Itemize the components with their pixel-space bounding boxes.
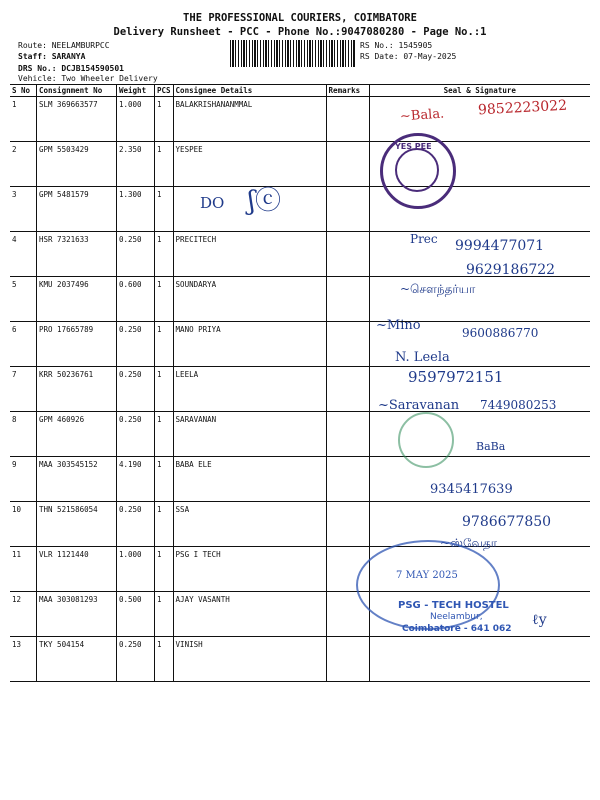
cell-weight: 2.350	[117, 142, 155, 187]
signature-row8: ~Saravanan	[378, 398, 460, 413]
psg-hostel-stamp-line3: Coimbatore - 641 062	[402, 624, 512, 634]
barcode	[230, 40, 355, 67]
cell-sno: 11	[10, 547, 37, 592]
table-row	[10, 142, 590, 187]
cell-sno: 3	[10, 187, 37, 232]
handwritten-phone-row5: 9629186722	[466, 262, 556, 278]
cell-consignment: TKY 504154	[37, 637, 117, 682]
signature-row11: ~ஸ்வேதா	[440, 536, 498, 550]
cell-remarks	[326, 187, 369, 232]
handwritten-note-row3: DO	[200, 194, 225, 212]
cell-remarks	[326, 97, 369, 142]
cell-signature	[369, 637, 590, 682]
cell-weight: 0.250	[117, 232, 155, 277]
cell-weight: 1.000	[117, 547, 155, 592]
table-row	[10, 277, 590, 322]
cell-remarks	[326, 367, 369, 412]
col-consignment: Consignment No	[37, 85, 117, 97]
cell-weight: 0.250	[117, 322, 155, 367]
cell-sno: 1	[10, 97, 37, 142]
cell-consignee: SOUNDARYA	[173, 277, 326, 322]
cell-remarks	[326, 637, 369, 682]
cell-pcs: 1	[155, 457, 174, 502]
cell-consignment: GPM 5503429	[37, 142, 117, 187]
cell-weight: 0.250	[117, 502, 155, 547]
staff-label: Staff: SARANYA	[18, 52, 86, 61]
date-stamp: 7 MAY 2025	[396, 570, 458, 581]
cell-consignee: PRECITECH	[173, 232, 326, 277]
table-header-row	[10, 85, 590, 97]
rs-date: RS Date: 07-May-2025	[360, 52, 457, 61]
cell-consignee: BABA ELE	[173, 457, 326, 502]
cell-remarks	[326, 142, 369, 187]
handwritten-name-row7: N. Leela	[395, 350, 450, 365]
cell-consignee: LEELA	[173, 367, 326, 412]
cell-sno: 6	[10, 322, 37, 367]
handwritten-phone-row8: 7449080253	[480, 398, 557, 412]
yespee-stamp-inner	[395, 148, 439, 192]
cell-consignee: SSA	[173, 502, 326, 547]
handwritten-phone-row7: 9597972151	[408, 368, 504, 386]
cell-sno: 8	[10, 412, 37, 457]
cell-consignment: SLM 369663577	[37, 97, 117, 142]
cell-weight: 0.500	[117, 592, 155, 637]
cell-pcs: 1	[155, 187, 174, 232]
cell-weight: 0.250	[117, 412, 155, 457]
cell-weight: 0.600	[117, 277, 155, 322]
cell-sno: 12	[10, 592, 37, 637]
cell-consignee: AJAY VASANTH	[173, 592, 326, 637]
psg-hostel-stamp-line1: PSG - TECH HOSTEL	[398, 600, 509, 611]
green-stamp	[398, 412, 454, 468]
table-row	[10, 637, 590, 682]
cell-consignment: KMU 2037496	[37, 277, 117, 322]
signature-row9: BaBa	[476, 440, 506, 453]
cell-sno: 7	[10, 367, 37, 412]
cell-pcs: 1	[155, 97, 174, 142]
cell-remarks	[326, 277, 369, 322]
col-sno: S No	[10, 85, 37, 97]
route-label: Route: NEELAMBURPCC	[18, 41, 110, 50]
cell-consignment: GPM 460926	[37, 412, 117, 457]
col-pcs: PCS	[155, 85, 174, 97]
cell-pcs: 1	[155, 502, 174, 547]
cell-consignment: KRR 50236761	[37, 367, 117, 412]
cell-consignment: MAA 303545152	[37, 457, 117, 502]
cell-remarks	[326, 232, 369, 277]
vehicle-label: Vehicle: Two Wheeler Delivery	[18, 74, 158, 83]
rs-number: RS No.: 1545905	[360, 41, 433, 50]
cell-pcs: 1	[155, 142, 174, 187]
cell-consignment: PRO 17665789	[37, 322, 117, 367]
drs-number: DRS No.: DCJB154590501	[18, 64, 124, 73]
cell-consignee: MANO PRIYA	[173, 322, 326, 367]
cell-sno: 5	[10, 277, 37, 322]
signature-row5: ~சௌந்தர்யா	[400, 282, 476, 296]
cell-sno: 4	[10, 232, 37, 277]
handwritten-phone-row1: 9852223022	[477, 97, 568, 119]
table-row	[10, 547, 590, 592]
handwritten-phone-row6: 9600886770	[462, 326, 539, 340]
cell-remarks	[326, 412, 369, 457]
cell-consignee: BALAKRISHANANMMAL	[173, 97, 326, 142]
cell-remarks	[326, 457, 369, 502]
psg-hostel-stamp-line2: Neelambur,	[430, 612, 483, 622]
cell-remarks	[326, 322, 369, 367]
cell-sno: 13	[10, 637, 37, 682]
cell-pcs: 1	[155, 367, 174, 412]
cell-sno: 2	[10, 142, 37, 187]
cell-weight: 0.250	[117, 637, 155, 682]
signature-row6: ~Mino	[376, 318, 421, 333]
cell-consignment: THN 521586054	[37, 502, 117, 547]
col-signature: Seal & Signature	[369, 85, 590, 97]
cell-consignee: SARAVANAN	[173, 412, 326, 457]
col-remarks: Remarks	[326, 85, 369, 97]
yespee-stamp-text: YES PEE	[395, 142, 432, 151]
cell-consignee: VINISH	[173, 637, 326, 682]
cell-remarks	[326, 502, 369, 547]
handwritten-phone-row11: 9786677850	[462, 514, 552, 530]
cell-sno: 9	[10, 457, 37, 502]
cell-consignee: YESPEE	[173, 142, 326, 187]
runsheet-subtitle: Delivery Runsheet - PCC - Phone No.:9047080280 - Page No.:1	[113, 26, 487, 38]
col-weight: Weight	[117, 85, 155, 97]
cell-consignee: PSG I TECH	[173, 547, 326, 592]
handwritten-phone-row4: 9994477071	[455, 238, 545, 254]
handwritten-phone-row10: 9345417639	[430, 482, 513, 497]
yespee-stamp	[380, 133, 456, 209]
signature-row1: ~Bala.	[399, 106, 445, 125]
cell-consignment: HSR 7321633	[37, 232, 117, 277]
signature-row13: ℓy	[532, 612, 547, 628]
cell-sno: 10	[10, 502, 37, 547]
cell-pcs: 1	[155, 322, 174, 367]
cell-pcs: 1	[155, 412, 174, 457]
table-row	[10, 187, 590, 232]
cell-pcs: 1	[155, 592, 174, 637]
cell-consignment: VLR 1121440	[37, 547, 117, 592]
cell-weight: 1.300	[117, 187, 155, 232]
col-consignee: Consignee Details	[173, 85, 326, 97]
cell-pcs: 1	[155, 277, 174, 322]
signature-row4: Prec	[410, 232, 438, 246]
cell-weight: 1.000	[117, 97, 155, 142]
company-title: THE PROFESSIONAL COURIERS, COIMBATORE	[183, 12, 417, 24]
cell-consignment: GPM 5481579	[37, 187, 117, 232]
signature-row3: ʃⓒ	[248, 186, 282, 216]
cell-consignment: MAA 303081293	[37, 592, 117, 637]
cell-pcs: 1	[155, 547, 174, 592]
cell-pcs: 1	[155, 637, 174, 682]
cell-weight: 4.190	[117, 457, 155, 502]
cell-pcs: 1	[155, 232, 174, 277]
cell-weight: 0.250	[117, 367, 155, 412]
